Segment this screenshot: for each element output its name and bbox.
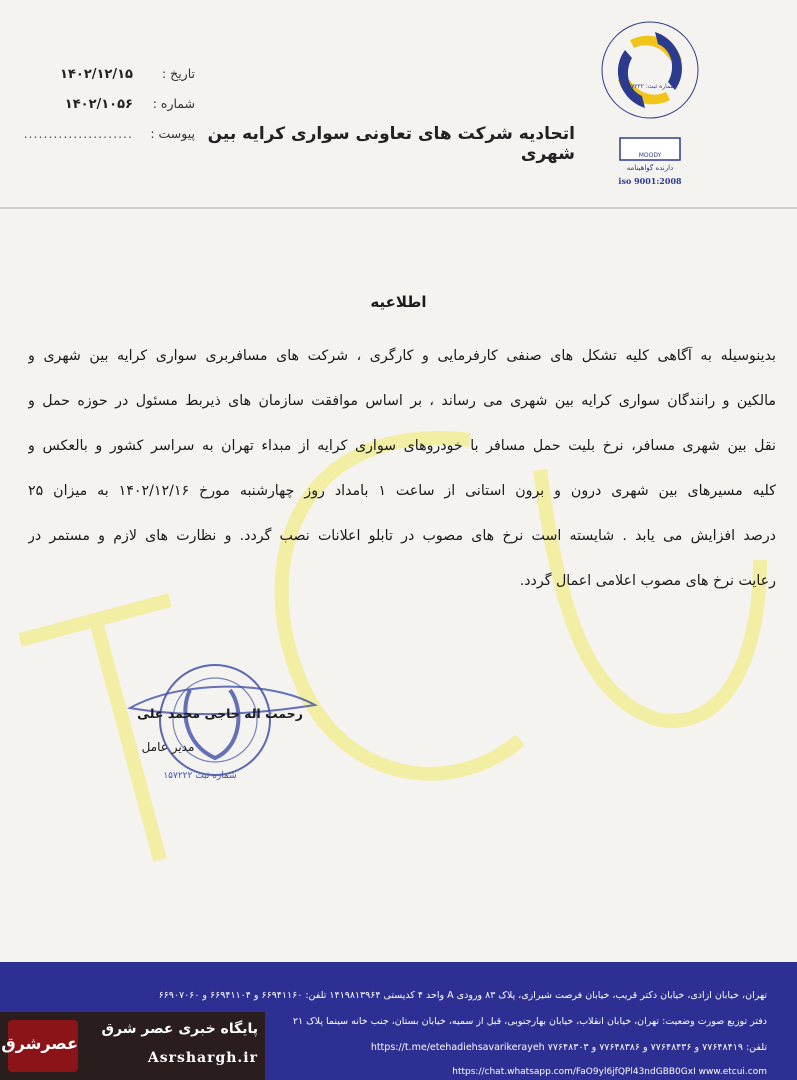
notice-line: رعایت نرخ های مصوب اعلامی اعمال گردد. — [519, 573, 776, 589]
logo-moody-text: MOODY — [638, 152, 662, 159]
stamp-reg-text: شماره ثبت ۱۵۷۲۲۲ — [163, 771, 237, 781]
header-divider — [0, 207, 797, 209]
notice-line: بدینوسیله به آگاهی کلیه تشکل های صنفی کارفرمایی و کارگری ، شرکت های مسافربری سواری کرایه بین شهری و — [28, 348, 776, 364]
notice-line: مالکین و رانندگان سواری کرایه بین شهری می رساند ، بر اساس موافقت سازمان های ذیربط مسئول در حوزه حمل و — [28, 393, 776, 409]
organization-title: اتحادیه شرکت های تعاونی سواری کرایه بین شهری — [207, 124, 575, 164]
notice-body — [28, 334, 776, 604]
letter-meta — [23, 66, 195, 156]
number-value: ۱۴۰۲/۱۰۵۶ — [64, 97, 133, 112]
date-value: ۱۴۰۲/۱۲/۱۵ — [60, 67, 133, 82]
news-logo-mark — [1, 1020, 78, 1072]
date-row — [60, 66, 195, 96]
date-label: تاریخ : — [161, 66, 195, 81]
notice-title: اطلاعیه — [370, 293, 427, 311]
news-logo-text: عصرشرق — [1, 1034, 78, 1053]
signatory-role: مدیر عامل — [141, 740, 195, 754]
news-site-badge — [0, 1012, 265, 1080]
attachment-dots: ...................... — [23, 126, 133, 141]
number-row — [60, 96, 195, 126]
footer-phones: تلفن: ۷۷۶۴۸۴۱۹ و ۷۷۶۴۸۴۳۶ و ۷۷۶۴۸۳۸۶ و ۷۷۶۴۸۳۰۳ https://t.me/etehadiehsavarikerayeh — [370, 1042, 767, 1053]
number-label: شماره : — [152, 96, 195, 111]
news-site-url: Asrshargh.ir — [147, 1050, 258, 1066]
logo-cert-label: دارنده گواهینامه — [626, 164, 674, 172]
logo-iso-text: iso 9001:2008 — [618, 176, 682, 186]
news-site-name: پایگاه خبری عصر شرق — [101, 1021, 258, 1037]
notice-line: نقل بین شهری مسافر، نرخ بلیت حمل مسافر با خودروهای سواری کرایه از مبداء تهران به سراسر کشور و بالعکس و — [28, 438, 776, 454]
logo-reg-text: شماره ثبت: ۱۵۷۲۲۲ — [624, 83, 676, 90]
footer-address: تهران، خیابان آزادی، خیابان دکتر قریب، خیابان فرصت شیرازی، پلاک ۸۳ ورودی A واحد ۴ کدپستی ۱۴۱۹۸۱۳۹۶۴ تلفن: ۶۶۹۴۱۱۶۰ و ۶۶۹۴۱۱۰۴ و ۶۶۹۰۷۰۶۰ — [158, 990, 767, 1001]
attachment-row — [23, 126, 195, 156]
org-logo — [590, 10, 710, 190]
notice-line: درصد افزایش می یابد . شایسته است نرخ های مصوب در تابلو اعلانات نصب گردد. و نظارت های لازم و مستمر در — [28, 528, 776, 544]
signatory-name: رحمت اله حاجی محمد علی — [137, 706, 303, 721]
notice-line: کلیه مسیرهای بین شهری درون و برون استانی از ساعت ۱ بامداد روز چهارشنبه مورخ ۱۴۰۲/۱۲/۱۶ به میزان ۲۵ — [28, 483, 776, 499]
attachment-label: پیوست : — [150, 126, 195, 141]
footer-web: https://chat.whatsapp.com/FaO9yl6jfQPl43ndGBB0GxI www.etcui.com — [452, 1067, 767, 1077]
footer-office: دفتر توزیع صورت وضعیت: تهران، خیابان انقلاب، خیابان بهارجنوبی، قبل از سمیه، خیابان بستان، جنب خانه سینما پلاک ۲۱ — [292, 1016, 767, 1027]
